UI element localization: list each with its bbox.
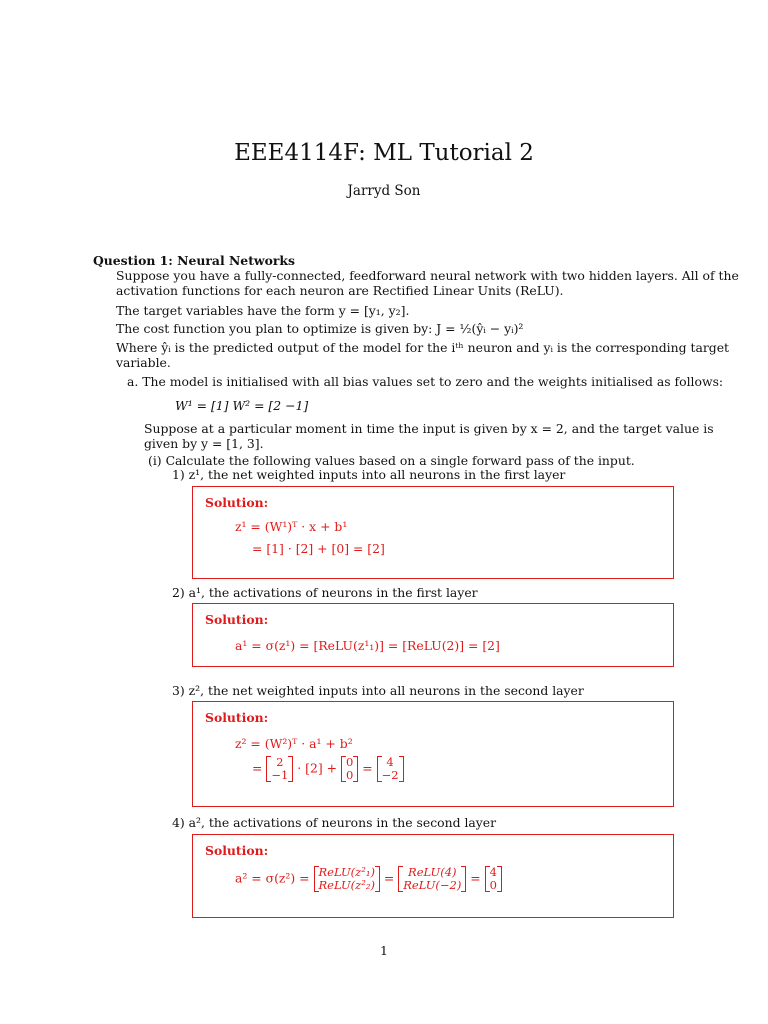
document-title: EEE4114F: ML Tutorial 2: [234, 140, 534, 166]
item-2-text: 2) a¹, the activations of neurons in the first layer: [172, 585, 478, 600]
solution-box-1: [192, 486, 674, 579]
matrix-bias-2: 0 0: [341, 756, 358, 782]
solution-label: Solution:: [205, 612, 269, 627]
document-author: Jarryd Son: [347, 183, 421, 199]
matrix-relu-values: ReLU(4) ReLU(−2): [398, 866, 466, 892]
equals-sign: =: [470, 870, 481, 886]
matrix-relu-z2: ReLU(z²₁) ReLU(z²₂): [314, 866, 380, 892]
solution-1-line-2: = [1] · [2] + [0] = [2]: [252, 541, 385, 556]
intro-line-2: activation functions for each neuron are Rectified Linear Units (ReLU).: [116, 283, 564, 298]
solution-box-3: [192, 701, 674, 807]
solution-box-4: [192, 834, 674, 918]
equals-sign: =: [252, 760, 263, 776]
cost-line: The cost function you plan to optimize is given by: J = ½(ŷᵢ − yᵢ)²: [116, 321, 524, 336]
suppose-line-2: given by y = [1, 3].: [144, 436, 264, 451]
item-4-text: 4) a², the activations of neurons in the second layer: [172, 815, 497, 830]
part-a-text: a. The model is initialised with all bias values set to zero and the weights initialised as follows:: [127, 374, 724, 389]
multiply-plus-text: · [2] +: [297, 760, 337, 776]
solution-2-line-1: a¹ = σ(z¹) = [ReLU(z¹₁)] = [ReLU(2)] = [2]: [235, 638, 500, 653]
intro-line-1: Suppose you have a fully-connected, feedforward neural network with two hidden layers. All of the: [116, 268, 739, 283]
solution-label: Solution:: [205, 710, 269, 725]
question-heading: Question 1: Neural Networks: [93, 253, 295, 268]
a2-definition: a² = σ(z²) =: [235, 870, 310, 886]
matrix-z2-result: 4 −2: [377, 756, 404, 782]
weights-equation: W¹ = [1] W² = [2 −1]: [175, 398, 309, 413]
solution-3-line-2: [252, 756, 404, 782]
equals-sign: =: [383, 870, 395, 886]
solution-4-line-1: [235, 866, 502, 892]
page-number: 1: [380, 943, 388, 958]
suppose-line-1: Suppose at a particular moment in time the input is given by x = 2, and the target value is: [144, 421, 714, 436]
matrix-a2-result: 4 0: [485, 866, 502, 892]
solution-1-line-1: z¹ = (W¹)ᵀ · x + b¹: [235, 519, 348, 534]
target-line: The target variables have the form y = [y₁, y₂].: [116, 303, 410, 318]
solution-box-2: [192, 603, 674, 667]
equals-sign: =: [362, 760, 373, 776]
matrix-w2-transpose: 2 −1: [266, 756, 293, 782]
solution-label: Solution:: [205, 495, 269, 510]
where-line-1: Where ŷᵢ is the predicted output of the model for the iᵗʰ neuron and yᵢ is the corresponding target: [116, 340, 730, 355]
item-1-text: 1) z¹, the net weighted inputs into all neurons in the first layer: [172, 467, 566, 482]
solution-label: Solution:: [205, 843, 269, 858]
item-3-text: 3) z², the net weighted inputs into all neurons in the second layer: [172, 683, 584, 698]
where-line-2: variable.: [116, 355, 171, 370]
sub-question-i: (i) Calculate the following values based on a single forward pass of the input.: [148, 453, 635, 468]
solution-3-line-1: z² = (W²)ᵀ · a¹ + b²: [235, 736, 353, 751]
